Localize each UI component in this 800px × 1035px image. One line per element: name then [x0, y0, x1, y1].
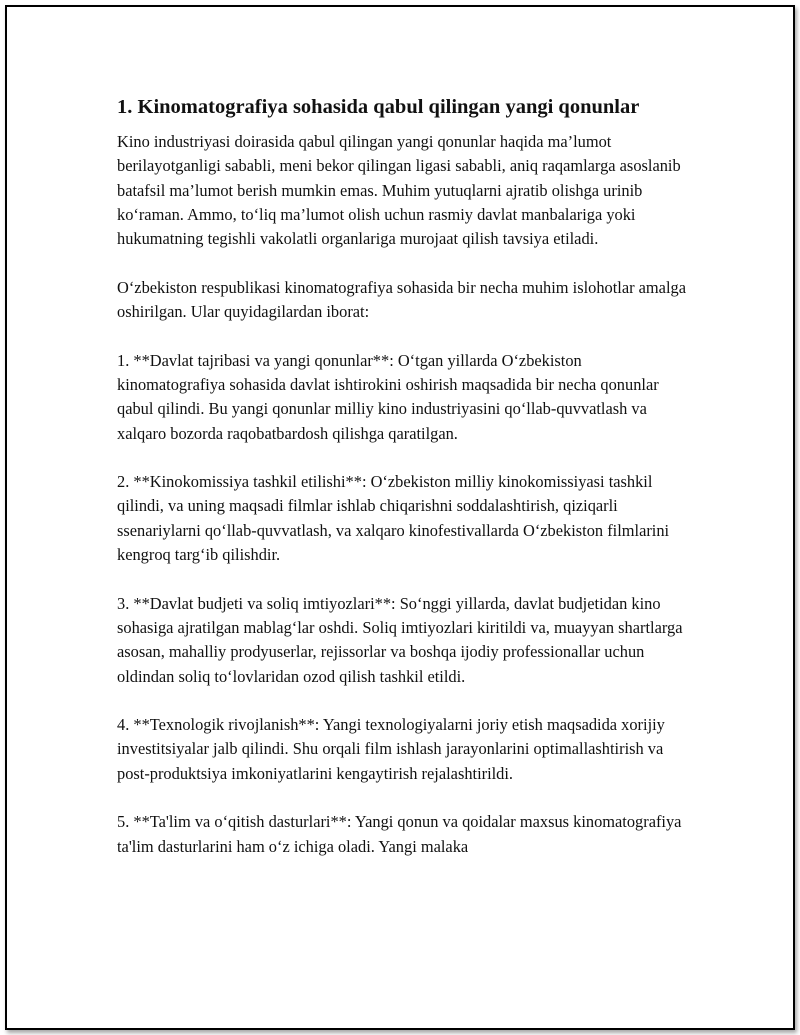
intro-paragraph: Kino industriyasi doirasida qabul qilingan yangi qonunlar haqida ma’lumot berilayotganligi sababli, meni bekor qilingan ligasi sababli, aniq raqamlarga asoslanib batafsil ma’lumot berish mumkin emas. Muhim yutuqlarni ajratib olishga urinib ko‘raman. Ammo, to‘liq ma’lumot olish uchun rasmiy davlat manbalariga yoki hukumatning tegishli vakolatli organlariga murojaat qilish tavsiya etiladi.	[117, 132, 681, 249]
list-item-2: 2. **Kinokomissiya tashkil etilishi**: O‘zbekiston milliy kinokomissiyasi tashkil qilindi, va uning maqsadi filmlar ishlab chiqarishni soddalashtirish, qiziqarli ssenariylarni qo‘llab-quvvatlash, va xalqaro kinofestivallarda O‘zbekiston filmlarini kengroq targ‘ib qilishdir.	[117, 472, 670, 565]
list-item-4: 4. **Texnologik rivojlanish**: Yangi texnologiyalarni joriy etish maqsadida xorijiy investitsiyalar jalb qilindi. Shu orqali film ishlash jarayonlarini optimallashtirish va post-produktsiya imkoniyatlarini kengaytirish rejalashtirildi.	[117, 715, 665, 783]
list-item-5: 5. **Ta'lim va o‘qitish dasturlari**: Yangi qonun va qoidalar maxsus kinomatografiya ta'lim dasturlarini ham o‘z ichiga oladi. Yangi malaka	[117, 812, 682, 856]
section-heading: 1. Kinomatografiya sohasida qabul qilingan yangi qonunlar	[117, 96, 640, 118]
list-item-1: 1. **Davlat tajribasi va yangi qonunlar**: O‘tgan yillarda O‘zbekiston kinomatografiya sohasida davlat ishtirokini oshirish maqsadida bir necha qonunlar qabul qilindi. Bu yangi qonunlar milliy kino industriyasini qo‘llab-quvvatlash va xalqaro bozorda raqobatbardosh qilishga qaratilgan.	[117, 350, 659, 443]
list-item-3: 3. **Davlat budjeti va soliq imtiyozlari**: So‘nggi yillarda, davlat budjetidan kino sohasiga ajratilgan mablag‘lar oshdi. Soliq imtiyozlari kiritildi va, muayyan shartlarga asosan, mahalliy prodyuserlar, rejissorlar va boshqa ijodiy professionallar uchun oldindan soliq to‘lovlaridan ozod qilish tashkil etildi.	[117, 593, 683, 686]
document-content	[112, 86, 687, 883]
reforms-intro-paragraph: O‘zbekiston respublikasi kinomatografiya sohasida bir necha muhim islohotlar amalga oshirilgan. Ular quyidagilardan iborat:	[117, 277, 686, 322]
